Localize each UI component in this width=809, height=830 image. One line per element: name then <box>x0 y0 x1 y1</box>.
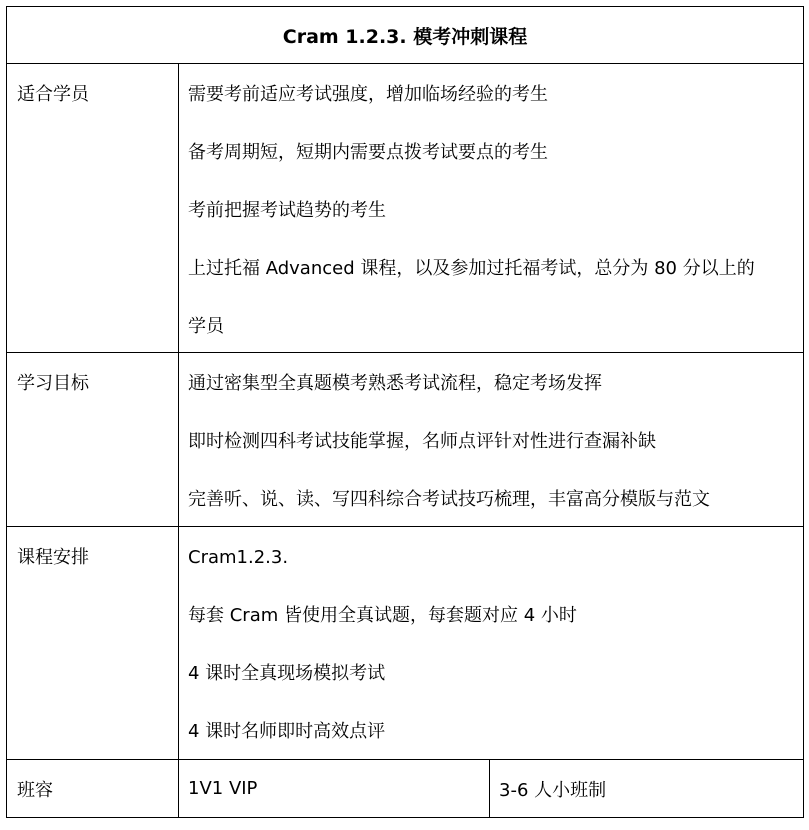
row-label-class-size: 班容 <box>7 760 179 818</box>
row-learning-goals <box>7 353 804 527</box>
list-item: 需要考前适应考试强度，增加临场经验的考生 <box>188 84 548 105</box>
row-course-schedule <box>7 527 804 760</box>
list-item: 完善听、说、读、写四科综合考试技巧梳理，丰富高分模版与范文 <box>188 489 710 510</box>
list-item: 即时检测四科考试技能掌握，名师点评针对性进行查漏补缺 <box>188 431 656 452</box>
row-content-suitable-students <box>179 64 804 353</box>
list-item: 4 课时全真现场模拟考试 <box>188 663 386 684</box>
table-title: Cram 1.2.3. 模考冲刺课程 <box>7 7 804 64</box>
list-item: 考前把握考试趋势的考生 <box>188 200 386 221</box>
row-class-size <box>7 760 804 818</box>
list-item: 上过托福 Advanced 课程，以及参加过托福考试，总分为 80 分以上的 <box>188 258 755 279</box>
row-suitable-students <box>7 64 804 353</box>
class-size-option-small: 3-6 人小班制 <box>490 760 804 818</box>
row-content-course-schedule <box>179 527 804 760</box>
title-row <box>7 7 804 64</box>
row-label-learning-goals: 学习目标 <box>7 353 179 527</box>
course-table <box>6 6 804 818</box>
list-item: 通过密集型全真题模考熟悉考试流程，稳定考场发挥 <box>188 373 602 394</box>
class-size-option-vip: 1V1 VIP <box>179 760 490 818</box>
row-label-course-schedule: 课程安排 <box>7 527 179 760</box>
row-content-learning-goals <box>179 353 804 527</box>
list-item: 每套 Cram 皆使用全真试题，每套题对应 4 小时 <box>188 605 577 626</box>
list-item: 备考周期短，短期内需要点拨考试要点的考生 <box>188 142 548 163</box>
list-item: Cram1.2.3. <box>188 547 289 568</box>
row-label-suitable-students: 适合学员 <box>7 64 179 353</box>
list-item: 学员 <box>188 316 224 337</box>
list-item: 4 课时名师即时高效点评 <box>188 721 386 742</box>
